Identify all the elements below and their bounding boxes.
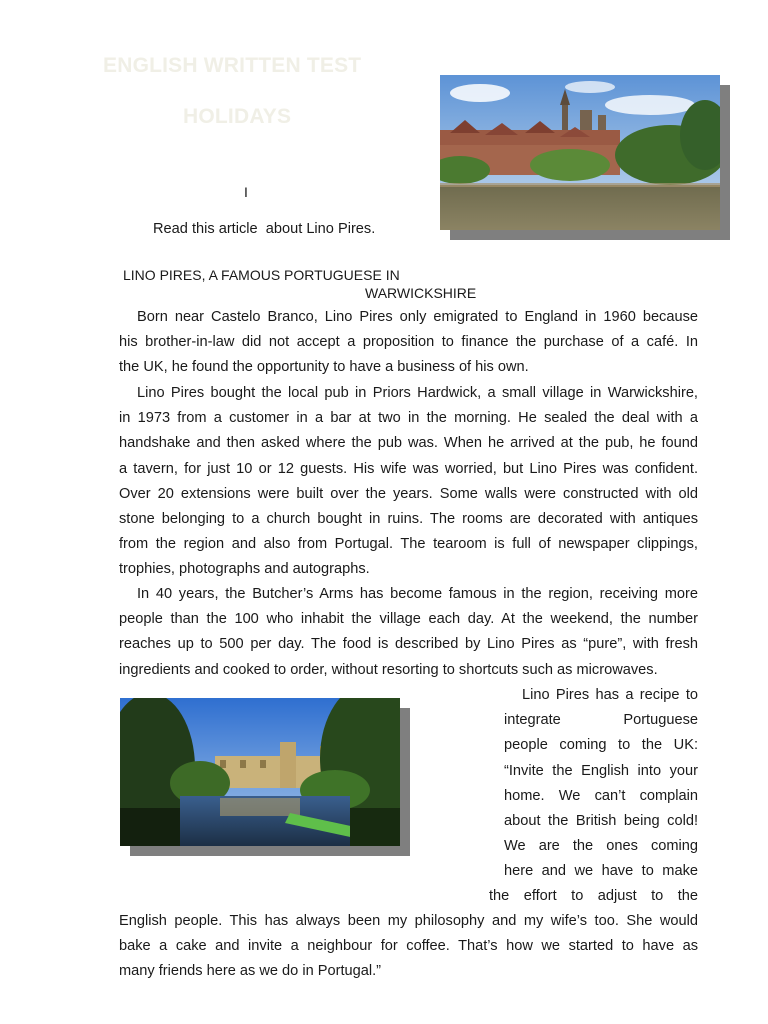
text-line: integrate Portuguese [504, 712, 698, 729]
text-line: here and we have to make [504, 863, 698, 880]
article-paragraph-3 [119, 582, 698, 683]
text-line: home. We can’t complain [504, 787, 698, 804]
text-line: We are the ones coming [504, 838, 698, 855]
text-line: people coming to the UK: [504, 737, 698, 754]
text-line: many friends here as we do in Portugal.” [119, 963, 382, 980]
article-heading-line2: WARWICKSHIRE [365, 285, 477, 301]
text-line: his brother-in-law did not accept a proposition to finance the purchase of a café. In [119, 334, 698, 351]
text-line: English people. This has always been my philosophy and my wife’s too. She would [119, 913, 698, 929]
bottom-photo [120, 698, 410, 856]
article-paragraph-4-full [119, 909, 698, 985]
instruction-text: Read this article about Lino Pires. [153, 221, 376, 237]
text-line: bake a cake and invite a neighbour for coffee. That’s how we started to have as [119, 938, 698, 955]
text-line: in 1973 from a customer in a bar at two in the morning. He sealed the deal with a [119, 410, 698, 427]
text-line: ingredients and cooked to order, without resorting to shortcuts such as microwaves. [119, 661, 658, 678]
castle-river-photo [120, 698, 400, 846]
text-line: Lino Pires bought the local pub in Priors Hardwick, a small village in Warwickshire, [137, 385, 698, 401]
text-line: reaches up to 500 per day. The food is described by Lino Pires as “pure”, with fresh [119, 636, 698, 653]
page-title: ENGLISH WRITTEN TEST [103, 54, 362, 77]
article-paragraph-2 [119, 381, 698, 583]
text-line: In 40 years, the Butcher’s Arms has become famous in the region, receiving more [137, 586, 698, 602]
text-line: the UK, he found the opportunity to have a business of his own. [119, 359, 529, 376]
top-photo [440, 75, 730, 240]
text-line: trophies, photographs and autographs. [119, 561, 370, 578]
article-paragraph-4-narrow [504, 683, 698, 885]
article-paragraph-1 [119, 305, 698, 381]
text-line: from the region and also from Portugal. The tearoom is full of newspaper clippings, [119, 536, 698, 553]
town-river-photo [440, 75, 720, 230]
page-subtitle: HOLIDAYS [183, 105, 292, 128]
section-marker: I [244, 184, 248, 200]
article-heading-line1: LINO PIRES, A FAMOUS PORTUGUESE IN [123, 267, 400, 283]
text-line: Over 20 extensions were built over the years. Some walls were constructed with old [119, 485, 698, 502]
text-line: Born near Castelo Branco, Lino Pires only emigrated to England in 1960 because [137, 309, 698, 325]
text-line: “Invite the English into your [504, 762, 698, 779]
text-line: the effort to adjust to the [489, 888, 698, 904]
text-line: stone belonging to a church bought in ruins. The rooms are decorated with antiques [119, 510, 698, 527]
text-line: people than the 100 who inhabit the village each day. At the weekend, the number [119, 611, 698, 628]
article-paragraph-4-mid [489, 884, 698, 909]
text-line: Lino Pires has a recipe to [522, 687, 698, 703]
text-line: a tavern, for just 10 or 12 guests. His wife was worried, but Lino Pires was confident. [119, 460, 698, 477]
text-line: handshake and then asked where the pub was. When he arrived at the pub, he found [119, 435, 698, 452]
text-line: about the British being cold! [504, 812, 698, 829]
